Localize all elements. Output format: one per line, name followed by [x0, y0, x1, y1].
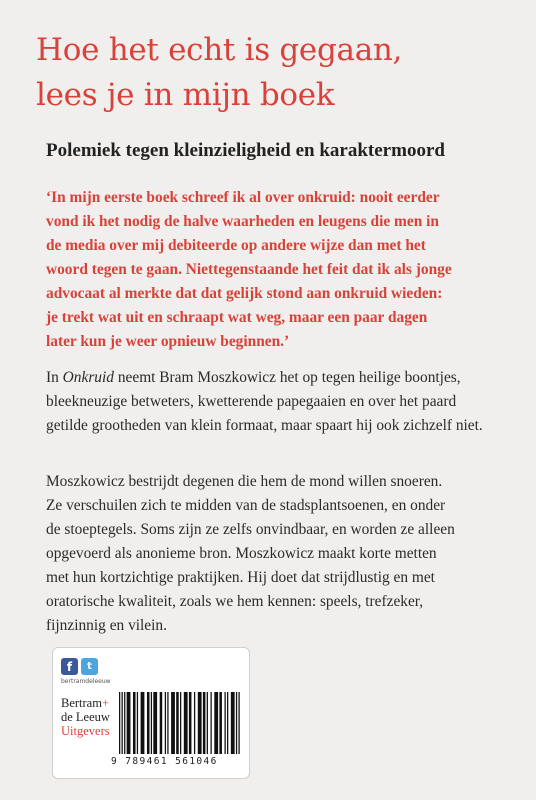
barcode-bar: [180, 692, 181, 754]
paragraph-line: oratorische kwaliteit, zoals we hem kennen: speels, trefzeker,: [46, 593, 424, 610]
barcode-bar: [122, 692, 123, 754]
publisher-name-line-3: Uitgevers: [61, 724, 110, 738]
barcode-bar: [141, 692, 145, 754]
paragraph-line: [46, 366, 516, 390]
publisher-barcode-panel: [52, 647, 250, 779]
barcode-bar: [151, 692, 152, 754]
paragraph-line-rest: neemt Bram Moszkowicz het op tegen heilige boontjes,: [113, 369, 461, 386]
barcode-bar: [231, 692, 235, 754]
quote-line: je trekt wat uit en schraapt wat weg, maar een paar dagen: [46, 309, 428, 326]
paragraph-body: [46, 470, 516, 638]
book-title: Onkruid: [62, 369, 114, 386]
barcode-image: [119, 692, 241, 754]
barcode-bar: [124, 692, 125, 754]
barcode-bar: [227, 692, 228, 754]
paragraph-line: bleekneuzige betweters, kwetterende papegaaien en over het paard: [46, 393, 457, 410]
isbn-number: 9 789461 561046: [111, 756, 218, 767]
barcode-bar: [184, 692, 188, 754]
paragraph-line: Moszkowicz bestrijdt degenen die hem de mond willen snoeren.: [46, 473, 443, 490]
quote-line: vond ik het nodig de halve waarheden en leugens die men in: [46, 213, 439, 230]
publisher-logo: [61, 696, 110, 738]
barcode-bar: [137, 692, 138, 754]
paragraph-line: getilde grootheden van klein formaat, maar spaart hij ook zichzelf niet.: [46, 417, 483, 434]
headline-line-1: Hoe het echt is gegaan,: [36, 32, 403, 68]
barcode-bar: [211, 692, 212, 754]
headline-line-2: lees je in mijn boek: [36, 77, 335, 113]
barcode-bar: [171, 692, 175, 754]
paragraph-line: fijnzinnig en vilein.: [46, 617, 167, 634]
barcode-bar: [160, 692, 163, 754]
barcode-bar: [203, 692, 206, 754]
barcode-bar: [224, 692, 225, 754]
barcode-bar: [238, 692, 239, 754]
barcode-bar: [214, 692, 218, 754]
quote-line: ‘In mijn eerste boek schreef ik al over onkruid: nooit eerder: [46, 189, 440, 206]
quote-line: woord tegen te gaan. Niettegenstaande het feit dat ik als jonge: [46, 261, 452, 278]
paragraph-line: de stoeptegels. Soms zijn ze zelfs onvindbaar, en worden ze alleen: [46, 521, 455, 538]
quote-line: de media over mij debiteerde op andere wijze dan met het: [46, 237, 426, 254]
barcode-bar: [153, 692, 157, 754]
barcode-bar: [165, 692, 166, 754]
quote-line: later kun je weer opnieuw beginnen.’: [46, 333, 290, 350]
barcode-bar: [207, 692, 208, 754]
barcode-bar: [167, 692, 168, 754]
publisher-name-line-2: de Leeuw: [61, 710, 110, 724]
barcode-bar: [236, 692, 237, 754]
publisher-name-line-1: Bertram: [61, 696, 102, 710]
paragraph-prefix: In: [46, 369, 63, 386]
pull-quote: [46, 186, 506, 354]
barcode-bar: [119, 692, 120, 754]
subtitle: Polemiek tegen kleinzieligheid en karaktermoord: [46, 140, 445, 161]
barcode-bar: [133, 692, 136, 754]
publisher-plus: +: [101, 696, 110, 710]
barcode-bar: [176, 692, 179, 754]
facebook-icon[interactable]: f: [61, 658, 78, 675]
twitter-icon[interactable]: t: [81, 658, 98, 675]
barcode-bar: [127, 692, 131, 754]
paragraph-line: opgevoerd als anonieme bron. Moszkowicz maakt korte metten: [46, 545, 437, 562]
headline: [36, 28, 516, 118]
barcode-bar: [147, 692, 150, 754]
paragraph-intro: [46, 366, 516, 438]
barcode-bar: [189, 692, 192, 754]
social-icons: [61, 658, 98, 675]
barcode-bar: [194, 692, 195, 754]
publisher-website: bertramdeleeuw: [61, 678, 111, 685]
barcode-bar: [198, 692, 202, 754]
paragraph-line: Ze verschuilen zich te midden van de stadsplantsoenen, en onder: [46, 497, 446, 514]
quote-line: advocaat al merkte dat dat gelijk stond aan onkruid wieden:: [46, 285, 443, 302]
barcode-bar: [219, 692, 222, 754]
paragraph-line: met hun kortzichtige praktijken. Hij doet dat strijdlustig en met: [46, 569, 435, 586]
